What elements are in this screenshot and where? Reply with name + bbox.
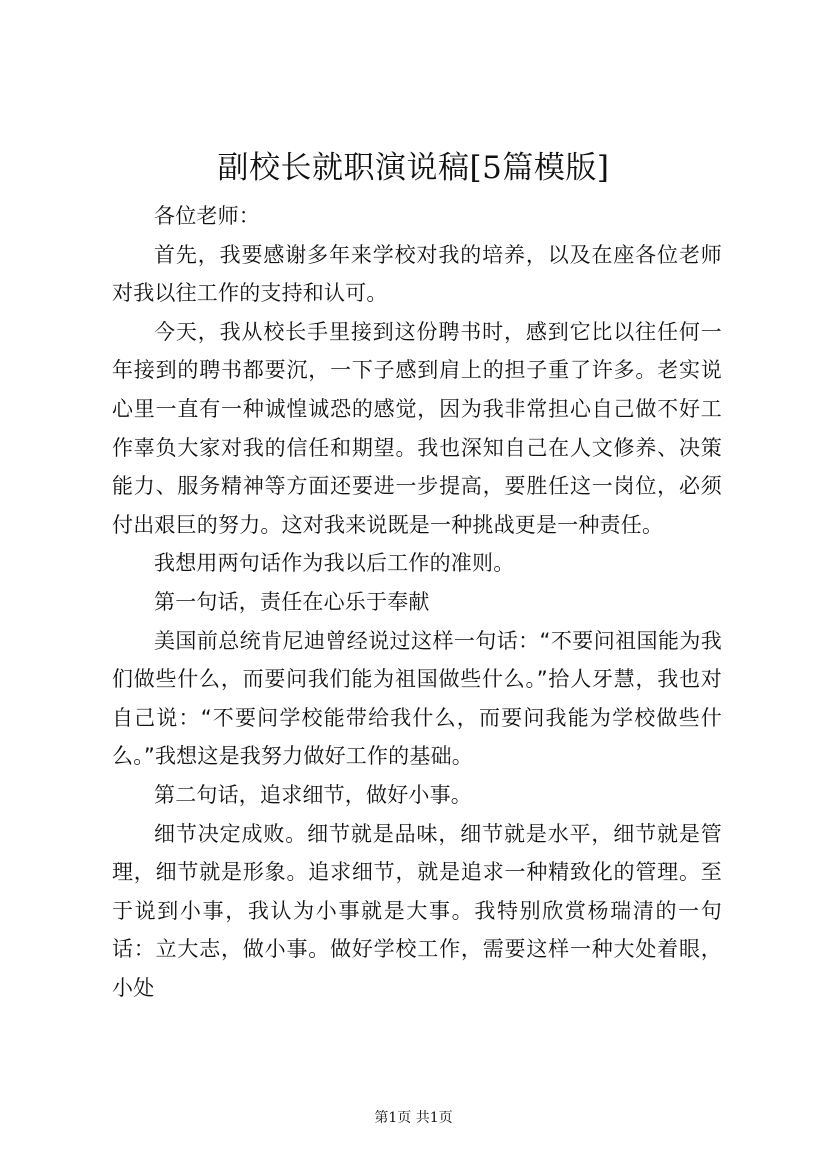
paragraph-thanks: 首先，我要感谢多年来学校对我的培养，以及在座各位老师对我以往工作的支持和认可。 [112,242,722,306]
document-body [112,197,722,1007]
paragraph-appointment: 今天，我从校长手里接到这份聘书时，感到它比以往任何一年接到的聘书都要沉，一下子感到肩上的担子重了许多。老实说心里一直有一种诚惶诚恐的感觉，因为我非常担心自己做不好工作辜负大家对我的信任和期望。我也深知自己在人文修养、决策能力、服务精神等方面还要进一步提高，要胜任这一岗位，必须付出艰巨的努力。这对我来说既是一种挑战更是一种责任。 [112,319,722,537]
paragraph-details: 细节决定成败。细节就是品味，细节就是水平，细节就是管理，细节就是形象。追求细节，就是追求一种精致化的管理。至于说到小事，我认为小事就是大事。我特别欣赏杨瑞清的一句话：立大志，做小事。做好学校工作，需要这样一种大处着眼，小处 [112,821,722,1000]
page-footer [0,1108,827,1128]
document-title: 副校长就职演说稿[5篇模版] [217,150,610,186]
page-number: 第1页 [374,1110,412,1126]
paragraph-principles-intro: 我想用两句话作为我以后工作的准则。 [154,551,515,576]
paragraph-salutation: 各位老师： [154,204,260,228]
paragraph-second-principle: 第二句话，追求细节，做好小事。 [154,782,472,807]
paragraph-first-principle: 第一句话，责任在心乐于奉献 [154,589,430,614]
page-total: 共1页 [415,1110,453,1126]
paragraph-kennedy-quote: 美国前总统肯尼迪曾经说过这样一句话：“不要问祖国能为我们做些什么，而要问我们能为祖国做些什么。”拾人牙慧，我也对自己说：“不要问学校能带给我什么，而要问我能为学校做些什么。”我想这是我努力做好工作的基础。 [112,628,722,769]
